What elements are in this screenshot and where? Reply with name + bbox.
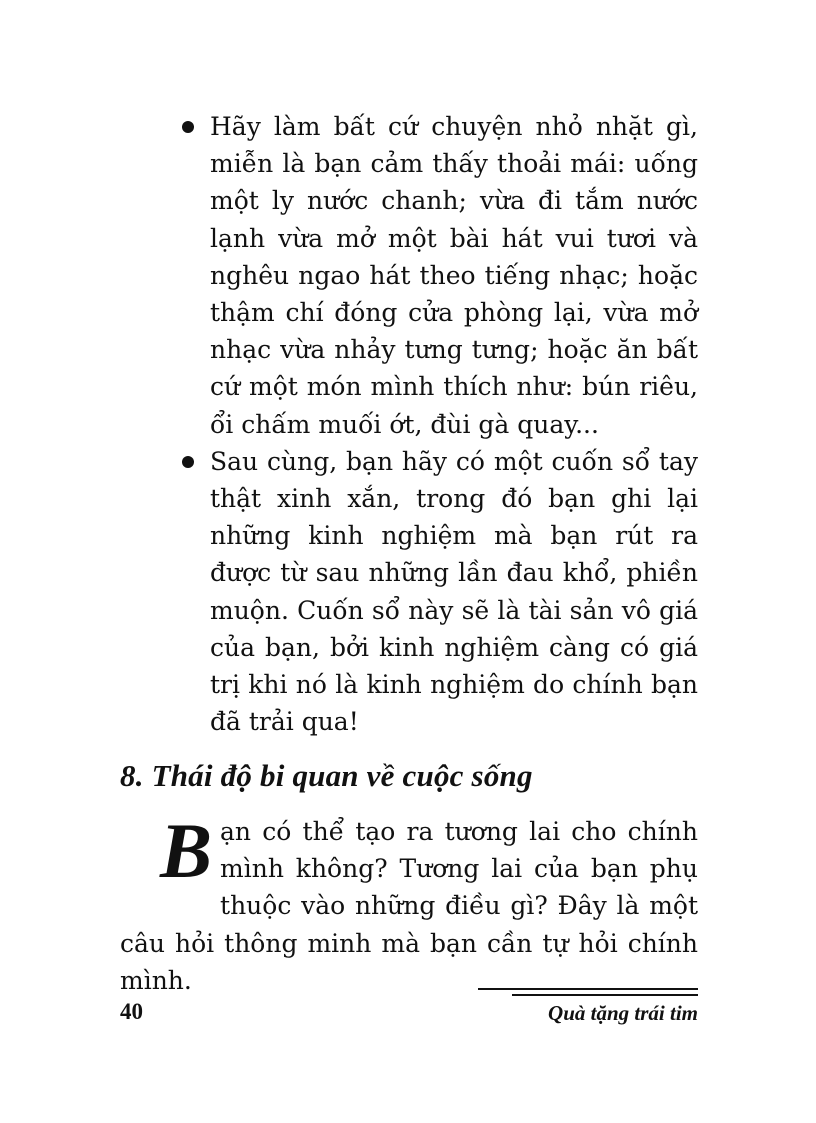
bullet-item	[178, 108, 698, 443]
dropcap-letter: B	[160, 807, 213, 894]
book-title: Quà tặng trái tim	[548, 1001, 698, 1025]
section-heading: 8. Thái độ bi quan về cuộc sống	[120, 758, 533, 793]
bullet-text: Hãy làm bất cứ chuyện nhỏ nhặt gì, miễn là bạn cảm thấy thoải mái: uống một ly nước chanh; vừa đi tắm nước lạnh vừa mở một bài hát vui tươi và nghêu ngao hát theo tiếng nhạc; hoặc thậm chí đóng cửa phòng lại, vừa mở nhạc vừa nhảy tưng tưng; hoặc ăn bất cứ một món mình thích như: bún riêu, ổi chấm muối ớt, đùi gà quay...	[210, 112, 698, 439]
footer-rule	[512, 994, 698, 996]
bullet-text: Sau cùng, bạn hãy có một cuốn sổ tay thật xinh xắn, trong đó bạn ghi lại những kinh nghiệm mà bạn rút ra được từ sau những lần đau khổ, phiền muộn. Cuốn sổ này sẽ là tài sản vô giá của bạn, bởi kinh nghiệm càng có giá trị khi nó là kinh nghiệm do chính bạn đã trải qua!	[210, 446, 698, 737]
section-paragraph	[120, 807, 698, 999]
bullet-list	[178, 108, 698, 740]
bullet-item	[178, 443, 698, 741]
footer-rule	[478, 988, 698, 990]
page-number: 40	[120, 999, 143, 1024]
bullet-dot-icon	[182, 121, 194, 133]
paragraph-text: ạn có thể tạo ra tương lai cho chính mình không? Tương lai của bạn phụ thuộc vào những điều gì? Đây là một câu hỏi thông minh mà bạn cần tự hỏi chính mình.	[120, 817, 698, 995]
bullet-dot-icon	[182, 456, 194, 468]
